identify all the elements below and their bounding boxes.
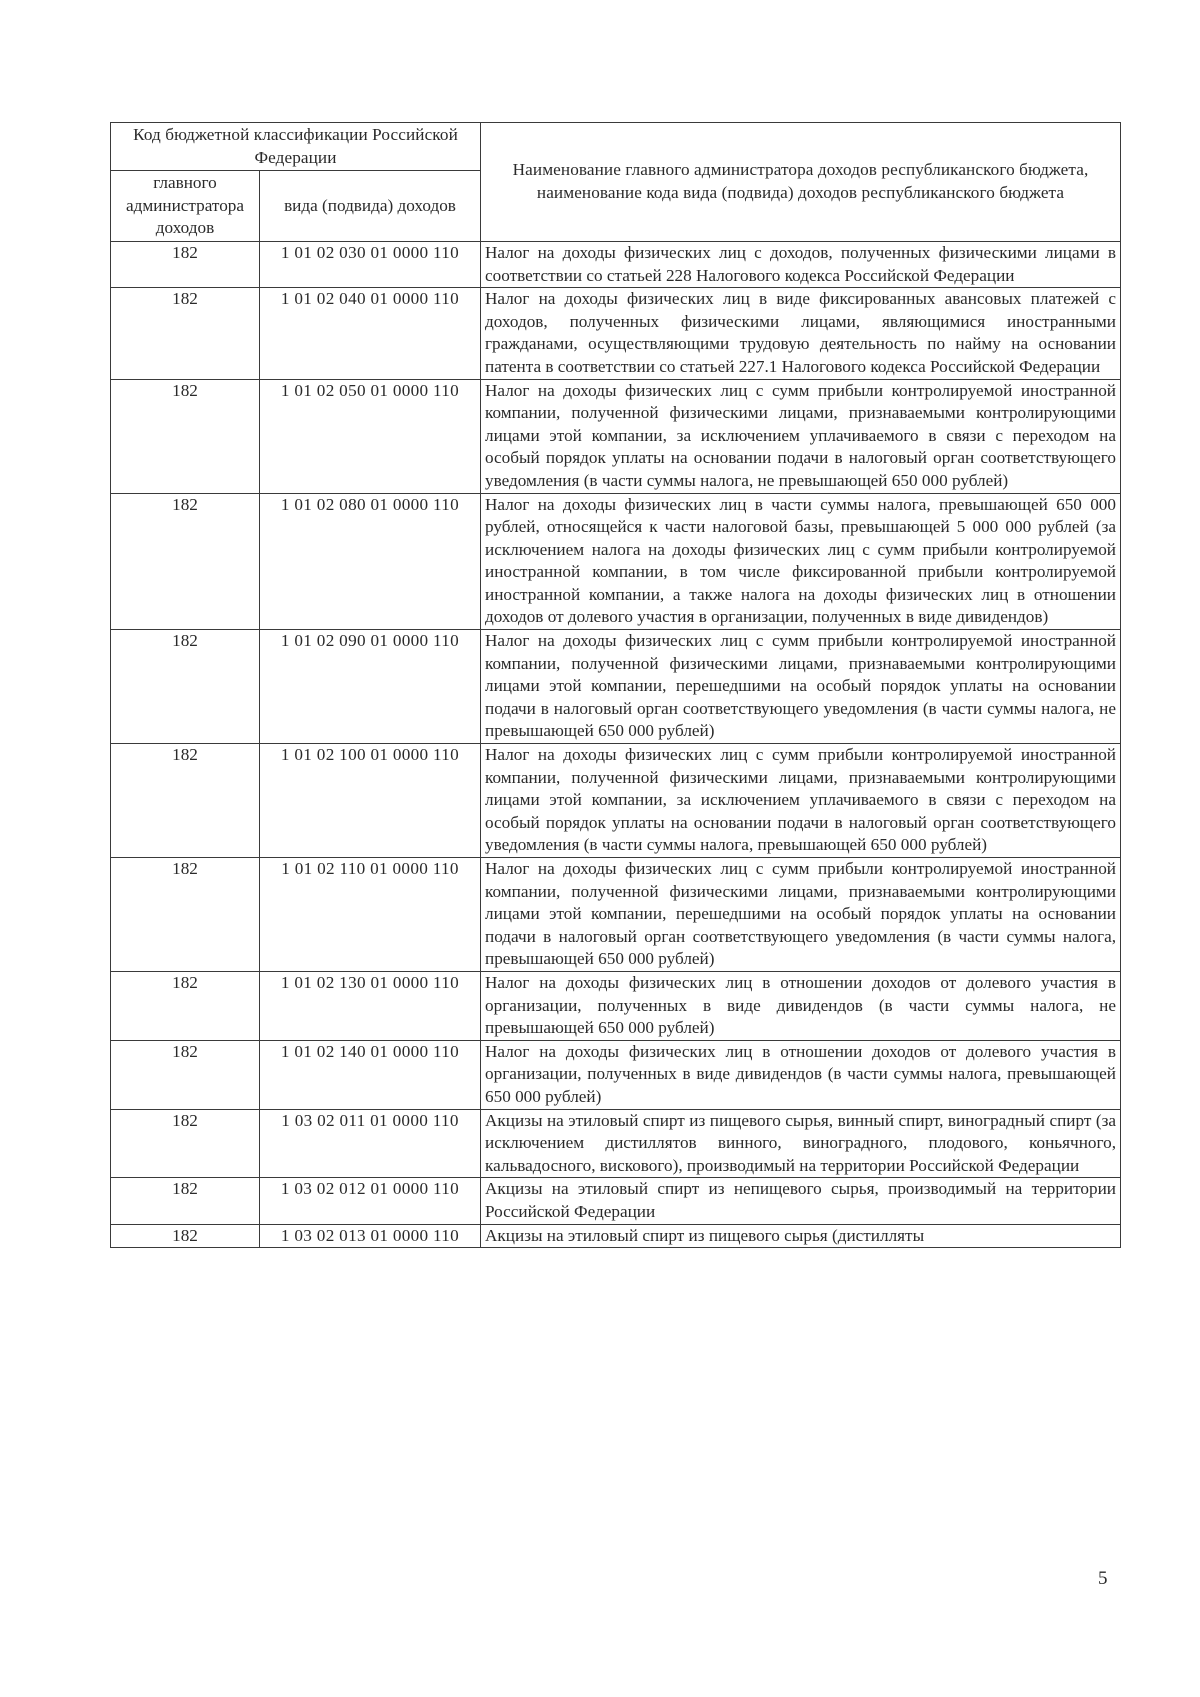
admin-code-cell: 182 <box>111 379 260 493</box>
document-page <box>110 122 1120 1248</box>
admin-code-cell: 182 <box>111 288 260 379</box>
table-row <box>111 630 1121 744</box>
revenue-code-cell: 1 01 02 030 01 0000 110 <box>260 241 481 287</box>
revenue-name-cell: Налог на доходы физических лиц с доходов, полученных физическими лицами в соответствии со статьей 228 Налогового кодекса Российской Федерации <box>481 241 1121 287</box>
revenue-code-cell: 1 01 02 100 01 0000 110 <box>260 744 481 858</box>
revenue-code-cell: 1 01 02 050 01 0000 110 <box>260 379 481 493</box>
admin-code-cell: 182 <box>111 493 260 630</box>
table-row <box>111 971 1121 1040</box>
header-main-administrator: главного администратора доходов <box>111 171 260 242</box>
revenue-name-cell: Налог на доходы физических лиц с сумм прибыли контролируемой иностранной компании, полученной физическими лицами, признаваемыми контролирующими лицами этой компании, перешедшими на особый порядок уплаты на основании подачи в налоговый орган соответствующего уведомления (в части суммы налога, не превышающей 650 000 рублей) <box>481 630 1121 744</box>
revenue-code-cell: 1 03 02 012 01 0000 110 <box>260 1178 481 1224</box>
revenue-code-cell: 1 01 02 110 01 0000 110 <box>260 858 481 972</box>
revenue-name-cell: Налог на доходы физических лиц с сумм прибыли контролируемой иностранной компании, полученной физическими лицами, признаваемыми контролирующими лицами этой компании, перешедшими на особый порядок уплаты на основании подачи в налоговый орган соответствующего уведомления (в части суммы налога, превышающей 650 000 рублей) <box>481 858 1121 972</box>
revenue-name-cell: Налог на доходы физических лиц в виде фиксированных авансовых платежей с доходов, полученных физическими лицами, являющимися иностранными гражданами, осуществляющими трудовую деятельность по найму на основании патента в соответствии со статьей 227.1 Налогового кодекса Российской Федерации <box>481 288 1121 379</box>
admin-code-cell: 182 <box>111 858 260 972</box>
revenue-name-cell: Акцизы на этиловый спирт из пищевого сырья, винный спирт, виноградный спирт (за исключением дистиллятов винного, виноградного, плодового, коньячного, кальвадосного, вискового), производимый на территории Российской Федерации <box>481 1109 1121 1178</box>
table-row <box>111 241 1121 287</box>
revenue-name-cell: Налог на доходы физических лиц в отношении доходов от долевого участия в организации, полученных в виде дивидендов (в части суммы налога, не превышающей 650 000 рублей) <box>481 971 1121 1040</box>
table-row <box>111 858 1121 972</box>
page-number: 5 <box>1098 1568 1108 1589</box>
admin-code-cell: 182 <box>111 1109 260 1178</box>
revenue-code-cell: 1 03 02 011 01 0000 110 <box>260 1109 481 1178</box>
table-row <box>111 1224 1121 1248</box>
table-header <box>111 123 1121 242</box>
table-row <box>111 379 1121 493</box>
revenue-classification-table <box>110 122 1121 1248</box>
revenue-name-cell: Налог на доходы физических лиц в части суммы налога, превышающей 650 000 рублей, относящейся к части налоговой базы, превышающей 5 000 000 рублей (за исключением налога на доходы физических лиц с сумм прибыли контролируемой иностранной компании, в том числе фиксированной прибыли контролируемой иностранной компании, а также налога на доходы физических лиц в отношении доходов от долевого участия в организации, полученных в виде дивидендов) <box>481 493 1121 630</box>
header-classification-code: Код бюджетной классификации Российской Федерации <box>111 123 481 171</box>
admin-code-cell: 182 <box>111 1224 260 1248</box>
revenue-name-cell: Налог на доходы физических лиц в отношении доходов от долевого участия в организации, полученных в виде дивидендов (в части суммы налога, превышающей 650 000 рублей) <box>481 1040 1121 1109</box>
revenue-code-cell: 1 01 02 090 01 0000 110 <box>260 630 481 744</box>
table-row <box>111 1109 1121 1178</box>
revenue-code-cell: 1 01 02 130 01 0000 110 <box>260 971 481 1040</box>
admin-code-cell: 182 <box>111 1178 260 1224</box>
admin-code-cell: 182 <box>111 630 260 744</box>
revenue-name-cell: Налог на доходы физических лиц с сумм прибыли контролируемой иностранной компании, полученной физическими лицами, признаваемыми контролирующими лицами этой компании, за исключением уплачиваемого в связи с переходом на особый порядок уплаты на основании подачи в налоговый орган соответствующего уведомления (в части суммы налога, превышающей 650 000 рублей) <box>481 744 1121 858</box>
revenue-name-cell: Налог на доходы физических лиц с сумм прибыли контролируемой иностранной компании, полученной физическими лицами, признаваемыми контролирующими лицами этой компании, за исключением уплачиваемого в связи с переходом на особый порядок уплаты на основании подачи в налоговый орган соответствующего уведомления (в части суммы налога, не превышающей 650 000 рублей) <box>481 379 1121 493</box>
header-name: Наименование главного администратора доходов республиканского бюджета, наименование кода вида (подвида) доходов республиканского бюджета <box>481 123 1121 242</box>
admin-code-cell: 182 <box>111 1040 260 1109</box>
admin-code-cell: 182 <box>111 971 260 1040</box>
table-body <box>111 241 1121 1247</box>
table-row <box>111 288 1121 379</box>
revenue-code-cell: 1 03 02 013 01 0000 110 <box>260 1224 481 1248</box>
revenue-name-cell: Акцизы на этиловый спирт из непищевого сырья, производимый на территории Российской Федерации <box>481 1178 1121 1224</box>
table-row <box>111 1040 1121 1109</box>
revenue-code-cell: 1 01 02 080 01 0000 110 <box>260 493 481 630</box>
revenue-name-cell: Акцизы на этиловый спирт из пищевого сырья (дистилляты <box>481 1224 1121 1248</box>
revenue-code-cell: 1 01 02 040 01 0000 110 <box>260 288 481 379</box>
admin-code-cell: 182 <box>111 744 260 858</box>
table-row <box>111 1178 1121 1224</box>
table-row <box>111 744 1121 858</box>
header-revenue-type: вида (подвида) доходов <box>260 171 481 242</box>
admin-code-cell: 182 <box>111 241 260 287</box>
table-row <box>111 493 1121 630</box>
revenue-code-cell: 1 01 02 140 01 0000 110 <box>260 1040 481 1109</box>
